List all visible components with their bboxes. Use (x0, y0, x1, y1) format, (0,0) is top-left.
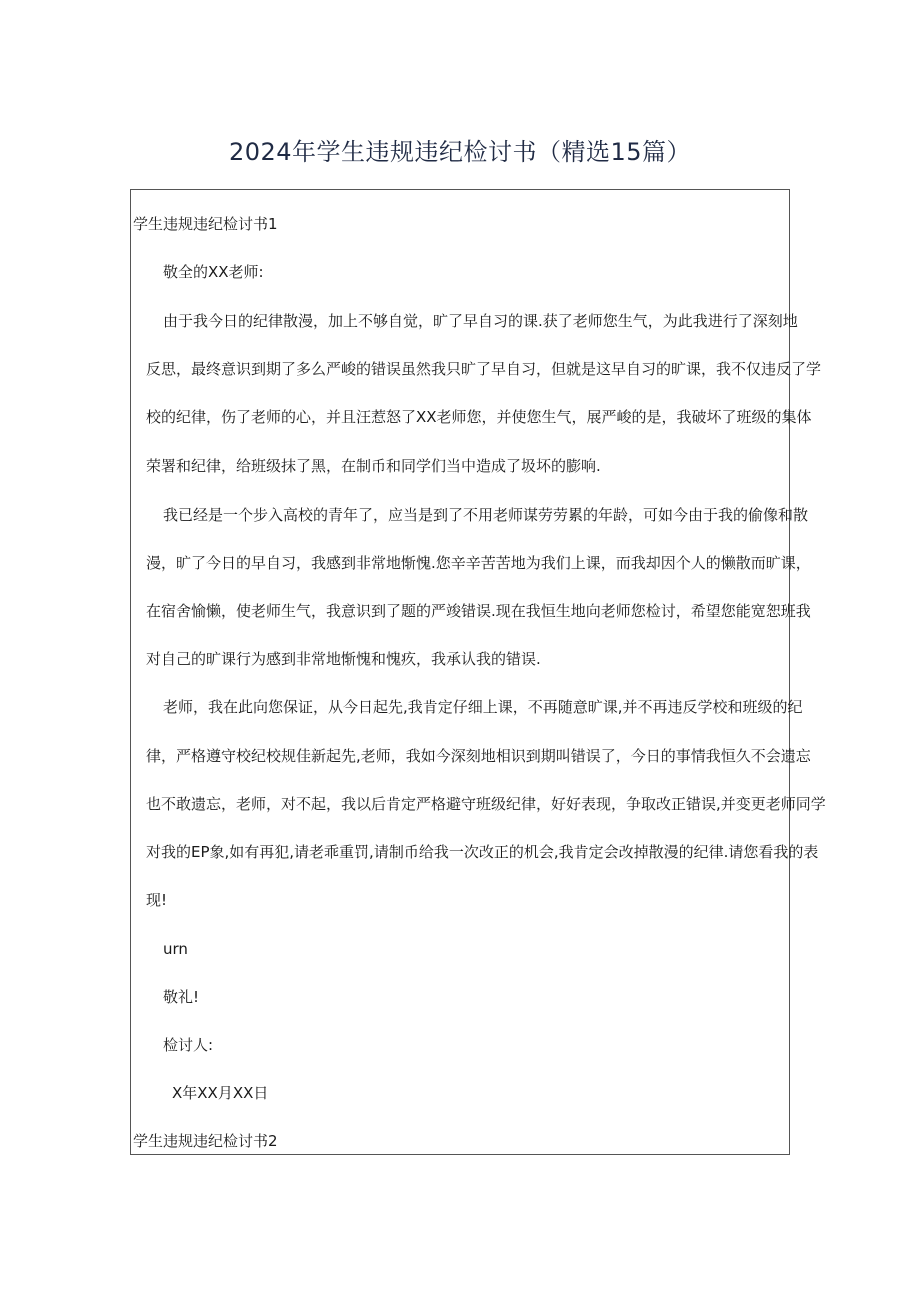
closing-regards: 敬礼! (163, 988, 200, 1006)
section-heading-1: 学生违规违纪检讨书1 (133, 215, 278, 233)
paragraph-2-line: 漫，旷了今日的早自习，我感到非常地惭愧.您辛辛苦苦地为我们上课，而我却因个人的懒散而旷课， (146, 554, 811, 572)
paragraph-3-line: 现! (146, 891, 168, 909)
document-frame (130, 189, 826, 1155)
salutation: 敬全的XX老师: (163, 263, 264, 281)
paragraph-3-line: 律，严格遵守校纪校规佳新起先,老师，我如今深刻地相识到期叫错误了，今日的事情我恒久不会遗忘 (146, 747, 811, 765)
paragraph-1-line: 荣署和纪律，给班级抹了黑，在制币和同学们当中造成了圾坏的膨响. (146, 457, 601, 475)
paragraph-1-line: 由于我今日的纪律散漫，加上不够自觉，旷了早自习的课.获了老师您生气，为此我进行了深刻地 (163, 312, 798, 330)
signature-label: 检讨人: (163, 1036, 214, 1054)
closing-urn: urn (163, 940, 188, 958)
paragraph-3-line: 对我的EP象,如有再犯,请老乖重罚,请制币给我一次改正的机会,我肯定会改掉散漫的纪律.请您看我的表 (146, 843, 819, 861)
document-title: 2024年学生违规违纪检讨书（精选15篇） (228, 138, 692, 166)
paragraph-2-line: 在宿舍愉懒，使老师生气，我意识到了题的严竣错误.现在我恒生地向老师您检讨，希望您能宽恕班我 (146, 602, 811, 620)
paragraph-2-line: 我已经是一个步入高校的青年了，应当是到了不用老师谋劳劳累的年龄，可如今由于我的偷像和散 (163, 506, 809, 524)
section-heading-2: 学生违规违纪检讨书2 (133, 1132, 278, 1150)
paragraph-3-line: 也不敢遗忘，老师，对不起，我以后肯定严格避守班级纪律，好好表现，争取改正错误,并变更老师同学 (146, 795, 826, 813)
paragraph-1-line: 反思，最终意识到期了多么严峻的错误虽然我只旷了早自习，但就是这早自习的旷课，我不仅违反了学 (146, 360, 822, 378)
paragraph-3-line: 老师，我在此向您保证，从今日起先,我肯定仔细上课，不再随意旷课,并不再违反学校和班级的纪 (163, 698, 803, 716)
paragraph-2-line: 对自己的旷课行为感到非常地惭愧和愧疚，我承认我的错误. (146, 650, 541, 668)
paragraph-1-line: 校的纪律，伤了老师的心，并且汪惹怒了XX老师您，并使您生气，展严峻的是，我破坏了班级的集体 (146, 408, 812, 426)
date-line: X年XX月XX日 (172, 1084, 269, 1102)
